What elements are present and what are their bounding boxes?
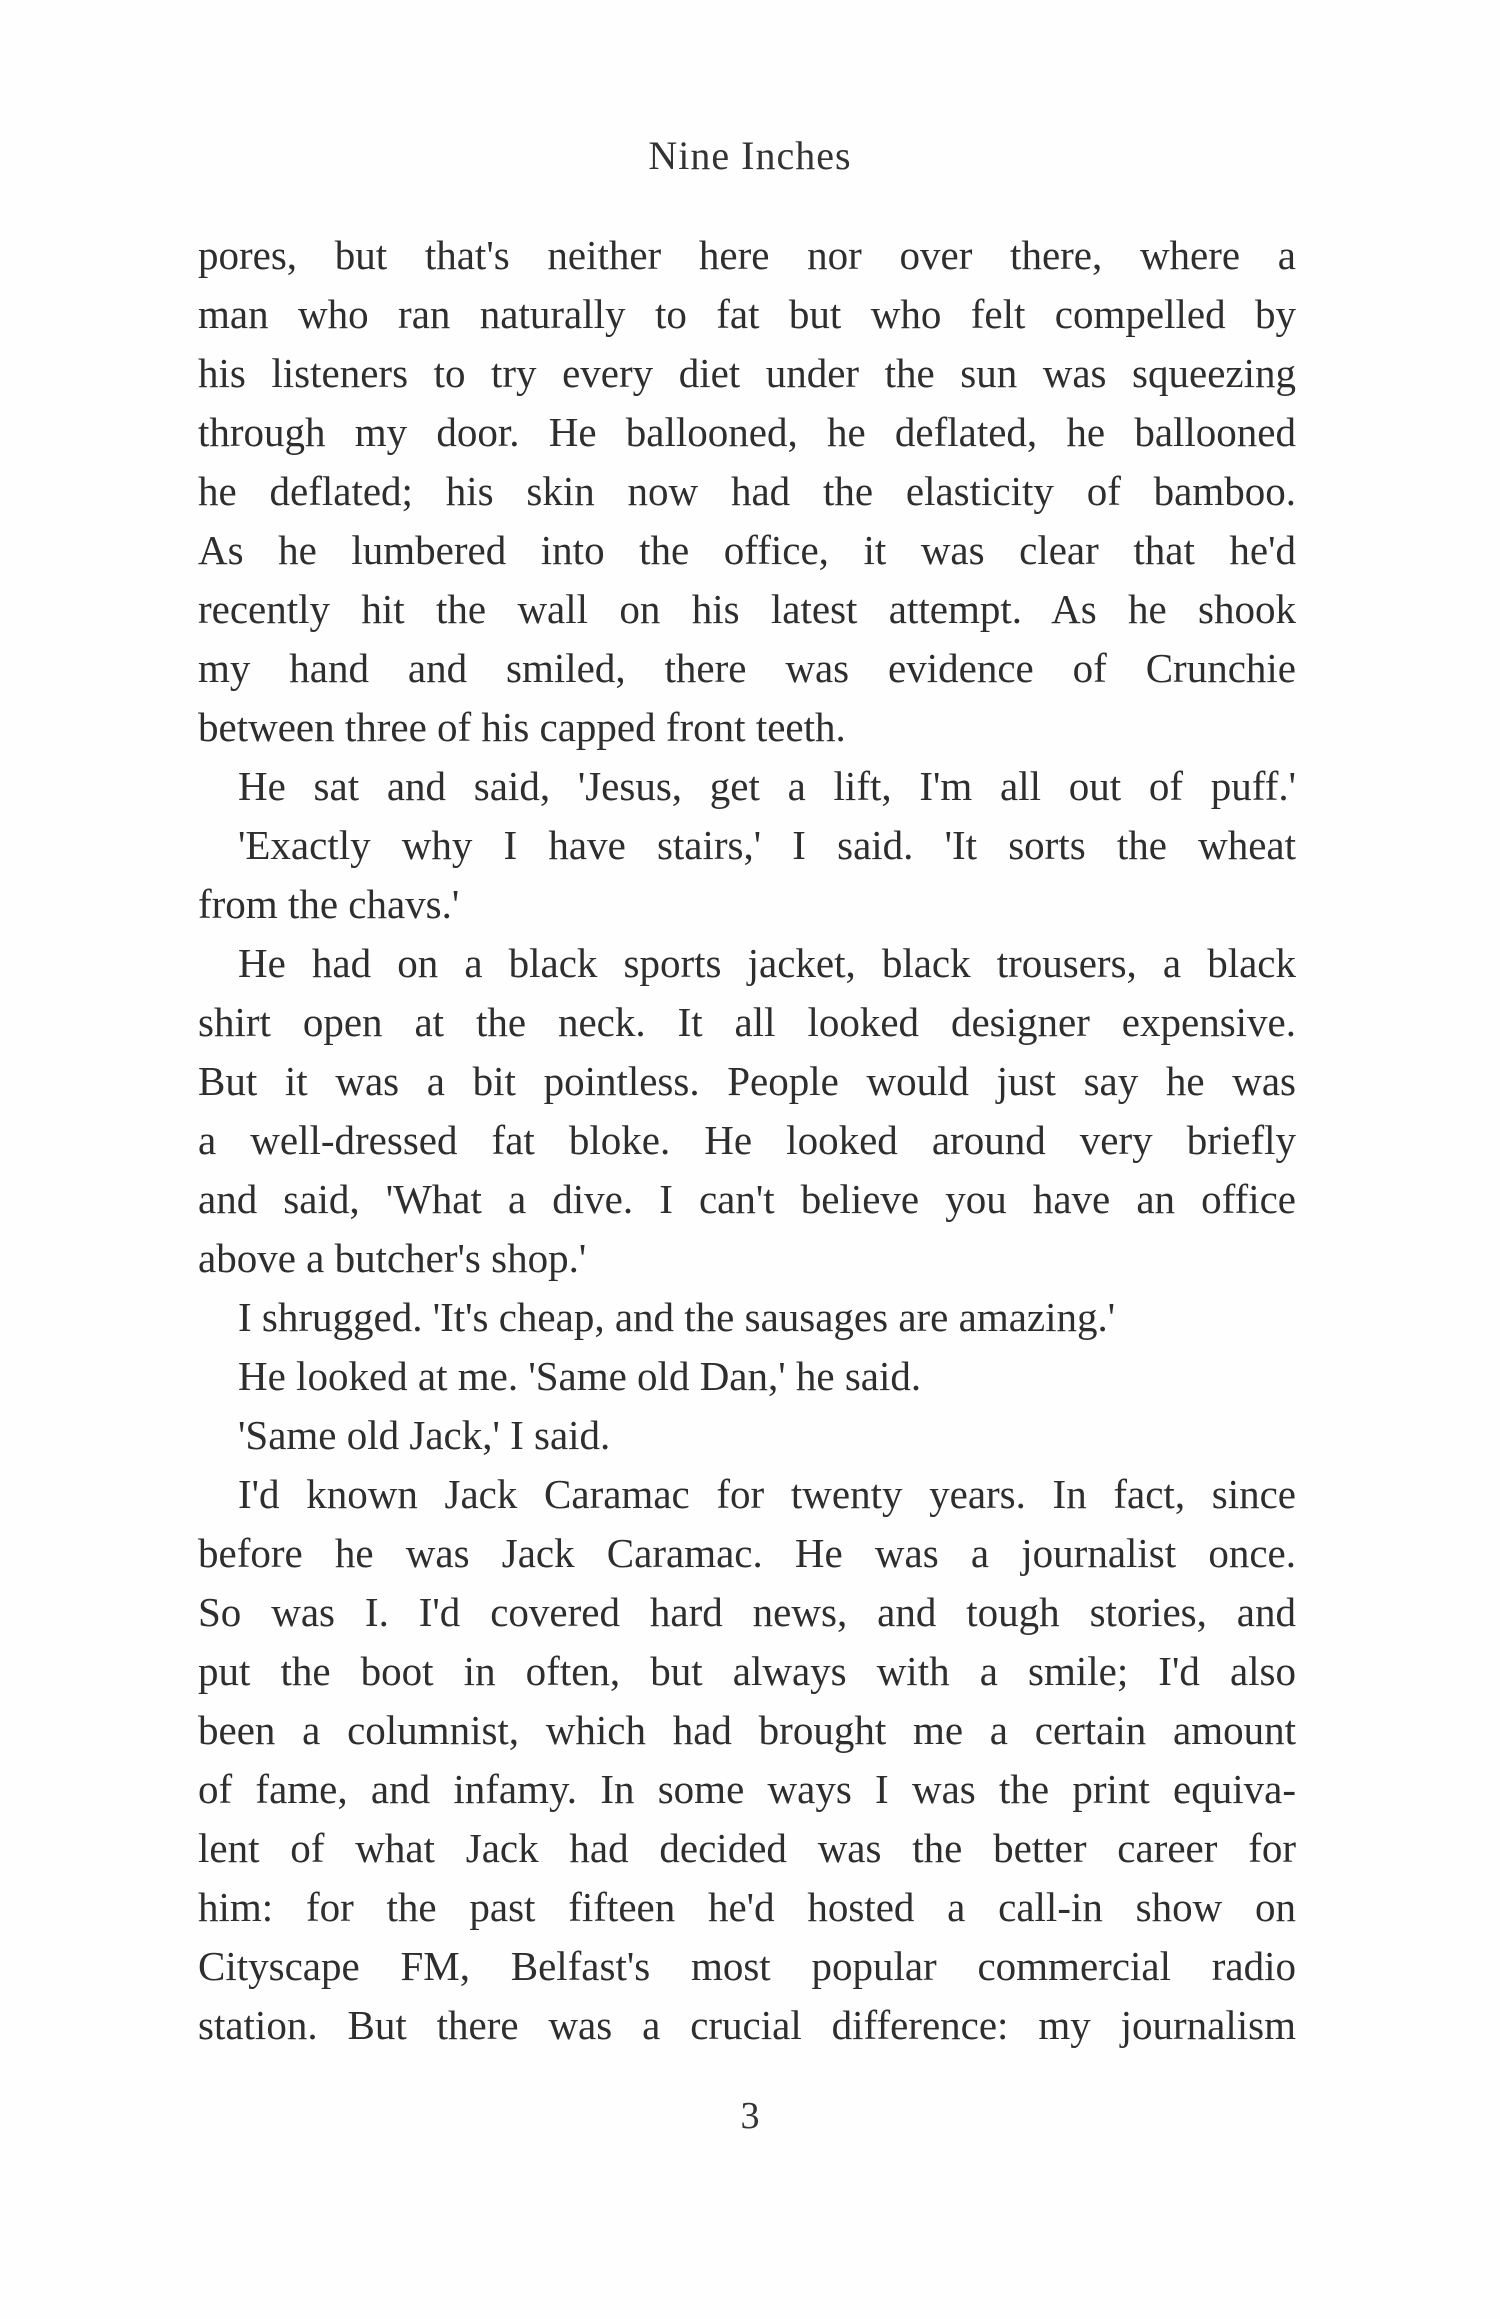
text-line: shirt open at the neck. It all looked designer expensive.	[198, 999, 1296, 1045]
text-line: 'Same old Jack,' I said.	[238, 1412, 611, 1458]
text-line: my hand and smiled, there was evidence of Crunchie	[198, 645, 1296, 691]
text-line: He sat and said, 'Jesus, get a lift, I'm all out of puff.'	[238, 763, 1296, 809]
text-line: 'Exactly why I have stairs,' I said. 'It sorts the wheat	[238, 822, 1296, 868]
text-line: So was I. I'd covered hard news, and tough stories, and	[198, 1589, 1296, 1635]
text-line: recently hit the wall on his latest attempt. As he shook	[198, 586, 1296, 632]
text-line: between three of his capped front teeth.	[198, 704, 846, 750]
text-line: As he lumbered into the office, it was clear that he'd	[198, 527, 1296, 573]
text-line: been a columnist, which had brought me a certain amount	[198, 1707, 1296, 1753]
text-line: I'd known Jack Caramac for twenty years. In fact, since	[238, 1471, 1296, 1517]
text-line: his listeners to try every diet under the sun was squeezing	[198, 350, 1296, 396]
text-line: of fame, and infamy. In some ways I was the print equiva-	[198, 1766, 1296, 1812]
text-line: put the boot in often, but always with a smile; I'd also	[198, 1648, 1296, 1694]
page-number: 3	[740, 2095, 760, 2137]
text-line: I shrugged. 'It's cheap, and the sausages are amazing.'	[238, 1294, 1116, 1340]
text-line: He had on a black sports jacket, black trousers, a black	[238, 940, 1296, 986]
text-line: station. But there was a crucial difference: my journalism	[198, 2002, 1296, 2048]
text-line: pores, but that's neither here nor over there, where a	[198, 232, 1296, 278]
running-head: Nine Inches	[648, 133, 852, 178]
body-text	[198, 226, 1296, 2055]
text-line: and said, 'What a dive. I can't believe you have an office	[198, 1176, 1296, 1222]
text-line: he deflated; his skin now had the elasticity of bamboo.	[198, 468, 1296, 514]
text-line: But it was a bit pointless. People would just say he was	[198, 1058, 1296, 1104]
text-line: through my door. He ballooned, he deflated, he ballooned	[198, 409, 1296, 455]
text-line: a well-dressed fat bloke. He looked around very briefly	[198, 1117, 1296, 1163]
text-line: man who ran naturally to fat but who felt compelled by	[198, 291, 1296, 337]
text-line: him: for the past fifteen he'd hosted a call-in show on	[198, 1884, 1296, 1930]
text-line: from the chavs.'	[198, 881, 460, 927]
text-line: lent of what Jack had decided was the better career for	[198, 1825, 1296, 1871]
text-line: Cityscape FM, Belfast's most popular commercial radio	[198, 1943, 1296, 1989]
text-line: before he was Jack Caramac. He was a journalist once.	[198, 1530, 1296, 1576]
text-line: He looked at me. 'Same old Dan,' he said.	[238, 1353, 922, 1399]
text-line: above a butcher's shop.'	[198, 1235, 587, 1281]
